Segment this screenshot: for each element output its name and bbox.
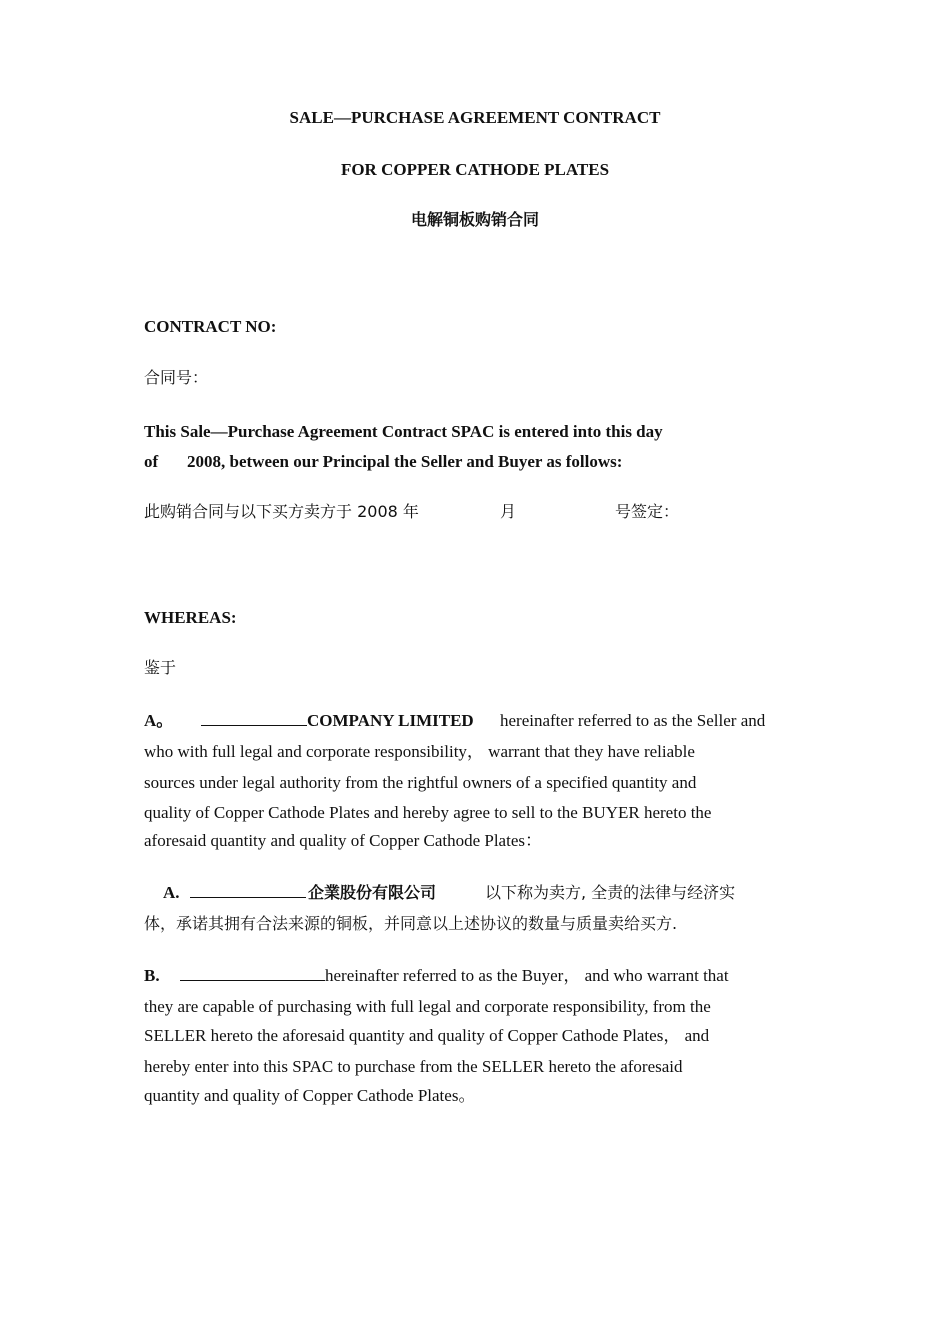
clause-b-line-3: SELLER hereto the aforesaid quantity and quality of Copper Cathode Plates， and <box>144 1026 710 1045</box>
clause-a-cn-marker: A. <box>163 883 180 902</box>
clause-a-cn-line-1: 以下称为卖方, 全责的法律与经济实 <box>485 883 736 902</box>
clause-a-marker: A。 <box>144 711 174 730</box>
title-line-cn: 电解铜板购销合同 <box>410 210 539 229</box>
clause-b-line-2: they are capable of purchasing with full legal and corporate responsibility, from the <box>144 997 711 1016</box>
clause-b-blank <box>180 965 325 987</box>
title-line-1: SALE—PURCHASE AGREEMENT CONTRACT <box>289 108 661 127</box>
clause-a-blank <box>201 710 307 732</box>
intro-line-1: This Sale—Purchase Agreement Contract SPAC is entered into this day <box>144 422 663 441</box>
clause-a-line-5: aforesaid quantity and quality of Copper Cathode Plates： <box>144 831 542 850</box>
clause-a-company: COMPANY LIMITED <box>307 711 474 730</box>
clause-a-line-3: sources under legal authority from the rightful owners of a specified quantity and <box>144 773 697 792</box>
intro-cn-part-1: 此购销合同与以下买方卖方于 2008 年 <box>144 502 419 521</box>
intro-cn-part-2: 月 <box>500 502 517 521</box>
whereas-label: WHEREAS: <box>144 608 237 627</box>
whereas-label-cn: 鉴于 <box>144 658 177 677</box>
clause-b-line-5: quantity and quality of Copper Cathode Plates。 <box>144 1086 476 1105</box>
title-line-2: FOR COPPER CATHODE PLATES <box>340 160 610 179</box>
contract-no-label: CONTRACT NO: <box>144 317 277 336</box>
clause-b-marker: B. <box>144 966 160 985</box>
intro-cn-part-3: 号签定： <box>615 502 680 521</box>
clause-a-line-2: who with full legal and corporate responsibility， warrant that they have reliable <box>144 742 695 761</box>
clause-b-line-4: hereby enter into this SPAC to purchase from the SELLER hereto the aforesaid <box>144 1057 683 1076</box>
clause-b-line-1: hereinafter referred to as the Buyer， and who warrant that <box>325 966 729 985</box>
clause-a-line-1: hereinafter referred to as the Seller and <box>500 711 766 730</box>
clause-a-line-4: quality of Copper Cathode Plates and hereby agree to sell to the BUYER hereto the <box>144 803 712 822</box>
intro-line-2-rest: 2008, between our Principal the Seller and Buyer as follows: <box>187 452 623 471</box>
clause-a-cn-line-2: 体，承诺其拥有合法来源的铜板，并同意以上述协议的数量与质量卖给买方. <box>144 914 678 933</box>
clause-a-cn-company: 企業股份有限公司 <box>308 883 437 902</box>
intro-line-2-of: of <box>144 452 159 471</box>
clause-a-cn-blank <box>190 882 306 904</box>
contract-no-label-cn: 合同号： <box>144 368 209 387</box>
